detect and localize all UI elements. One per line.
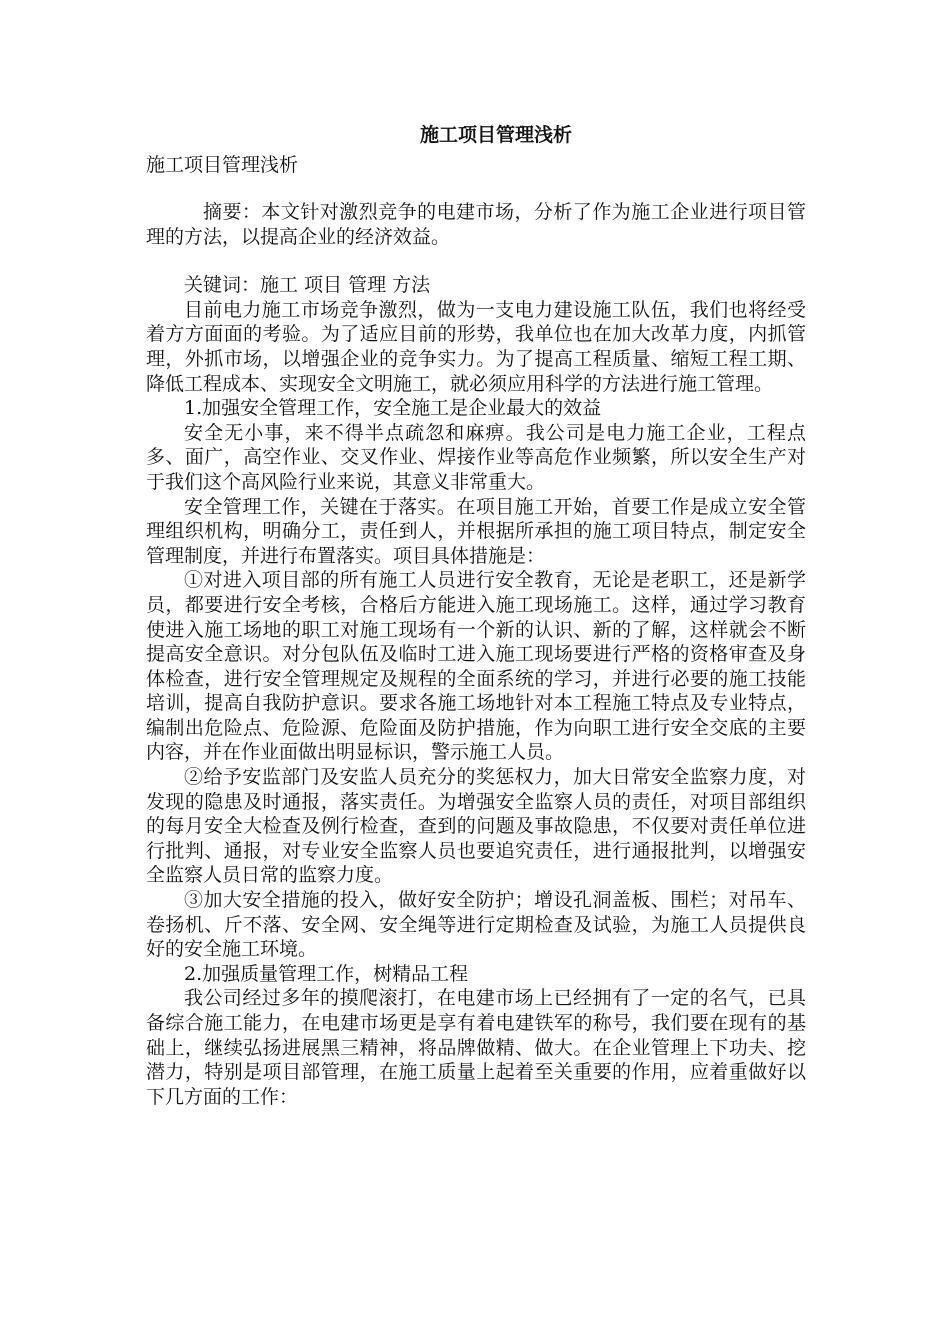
section-1-paragraph-2: 安全管理工作，关键在于落实。在项目施工开始，首要工作是成立安全管理组织机构，明确分工，责任到人，并根据所承担的施工项目特点，制定安全管理制度，并进行布置落实。项目具体措施是： [146, 495, 806, 567]
section-1-heading: 1.加强安全管理工作，安全施工是企业最大的效益 [184, 397, 602, 420]
section-1-paragraph-1: 安全无小事，来不得半点疏忽和麻痹。我公司是电力施工企业，工程点多、面广，高空作业、交叉作业、焊接作业等高危作业频繁，所以安全生产对于我们这个高风险行业来说，其意义非常重大。 [146, 421, 806, 493]
abstract-paragraph: 摘要：本文针对激烈竞争的电建市场，分析了作为施工企业进行项目管理的方法，以提高企业的经济效益。 [146, 201, 806, 248]
section-1-item-2: ②给予安监部门及安监人员充分的奖惩权力，加大日常安全监察力度，对发现的隐患及时通报，落实责任。为增强安全监察人员的责任，对项目部组织的每月安全大检查及例行检查，查到的问题及事故隐患，不仅要对责任单位进行批判、通报，对专业安全监察人员也要追究责任，进行通报批判，以增强安全监察人员日常的监察力度。 [146, 766, 806, 887]
document-body [146, 120, 806, 1109]
section-1-item-3: ③加大安全措施的投入，做好安全防护；增设孔洞盖板、围栏；对吊车、卷扬机、斤不落、安全网、安全绳等进行定期检查及试验，为施工人员提供良好的安全施工环境。 [146, 889, 806, 961]
intro-paragraph: 目前电力施工市场竞争激烈，做为一支电力建设施工队伍，我们也将经受着方方面面的考验。为了适应目前的形势，我单位也在加大改革力度，内抓管理，外抓市场，以增强企业的竞争实力。为了提高工程质量、缩短工程工期、降低工程成本、实现安全文明施工，就必须应用科学的方法进行施工管理。 [146, 298, 806, 395]
document-subtitle: 施工项目管理浅析 [146, 154, 299, 176]
document-title: 施工项目管理浅析 [419, 124, 572, 146]
section-2-heading: 2.加强质量管理工作，树精品工程 [184, 962, 469, 985]
section-1-item-1: ①对进入项目部的所有施工人员进行安全教育，无论是老职工，还是新学员，都要进行安全考核，合格后方能进入施工现场施工。这样，通过学习教育使进入施工场地的职工对施工现场有一个新的认识、新的了解，这样就会不断提高安全意识。对分包队伍及临时工进入施工现场要进行严格的资格审查及身体检查，进行安全管理规定及规程的全面系统的学习，并进行必要的施工技能培训，提高自我防护意识。要求各施工场地针对本工程施工特点及专业特点，编制出危险点、危险源、危险面及防护措施，作为向职工进行安全交底的主要内容，并在作业面做出明显标识，警示施工人员。 [146, 569, 806, 764]
section-2-paragraph-1: 我公司经过多年的摸爬滚打，在电建市场上已经拥有了一定的名气，已具备综合施工能力，在电建市场更是享有着电建铁军的称号，我们要在现有的基础上，继续弘扬进展黑三精神，将品牌做精、做大。在企业管理上下功夫、挖潜力，特别是项目部管理，在施工质量上起着至关重要的作用，应着重做好以下几方面的工作： [146, 987, 806, 1108]
keywords-line: 关键词：施工 项目 管理 方法 [184, 274, 431, 297]
